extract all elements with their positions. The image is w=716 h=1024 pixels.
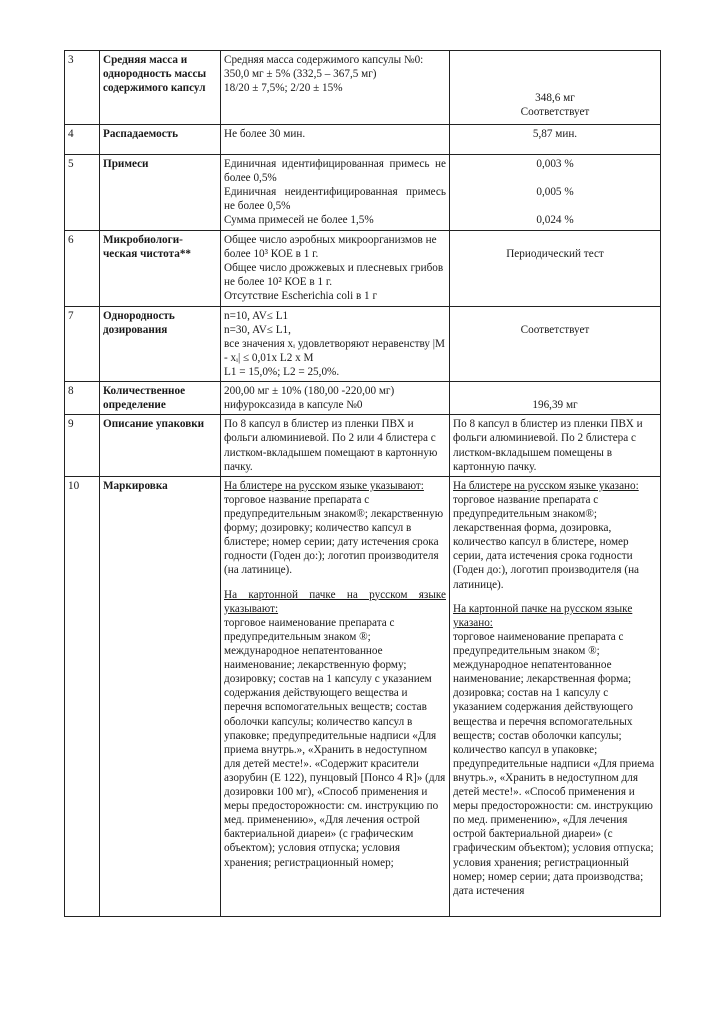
requirement-line: Единичная неидентифицированная примесь не более 0,5% bbox=[224, 186, 446, 213]
carton-text: торговое наименование препарата с предупредительным знаком ®; международное непатентованное наименование; лекарственная форма; дозировка; состав на 1 капсулу с указанием содержания действующего вещества и перечня вспомогательных веществ; состав оболочки капсулы; количество капсул в упаковке; предупредительные надписи «Для приема внутрь.», «Хранить в недоступном для детей месте!». «Способ применения и меры предосторожности: см. инструкцию по мед. применению», «Для лечения острой бактериальной диареи» (с графическим объектом); условия отпуска; условия хранения; регистрационный номер; номер серии; дата производства; дата истечения bbox=[453, 630, 655, 897]
parameter-name: Однородность дозирования bbox=[100, 306, 221, 382]
table-row bbox=[65, 231, 661, 307]
requirement-line: Общее число аэробных микроорганизмов не более 10³ КОЕ в 1 г. bbox=[224, 234, 437, 261]
table-row bbox=[65, 125, 661, 155]
table-row bbox=[65, 382, 661, 415]
parameter-name: Примеси bbox=[100, 155, 221, 231]
blister-label: На блистере на русском языке указано: bbox=[453, 479, 639, 492]
result-value: 196,39 мг bbox=[532, 399, 578, 412]
carton-text: торговое наименование препарата с предупредительным знаком ®; международное непатентованное наименование; лекарственную форму; дозировку; состав на 1 капсулу с указанием содержания действующего вещества и перечня вспомогательных веществ; состав оболочки капсулы; количество капсул в упаковке; предупредительные надписи «Для приема внутрь.», «Хранить в недоступном для детей месте!». «Содержит красители азорубин (Е 122), пунцовый [Понсо 4 R]» (для дозировки 100 мг), «Способ применения и меры предосторожности: см. инструкцию по мед. применению», «Для лечения острой бактериальной диареи» (с графическим объектом); условия отпуска; условия хранения; регистрационный номер; bbox=[224, 616, 446, 869]
row-number: 4 bbox=[65, 125, 100, 155]
requirement-cell bbox=[221, 415, 450, 476]
parameter-name: Средняя масса и однородность массы содержимого капсул bbox=[100, 51, 221, 125]
result-text: По 8 капсул в блистер из пленки ПВХ и фольги алюминиевой. По 2 блистера с листком-вкладышем помещены в картонную пачку. bbox=[453, 418, 643, 473]
result-value: 5,87 мин. bbox=[532, 128, 578, 140]
requirement-cell bbox=[221, 51, 450, 125]
requirement-line: нифуроксазида в капсуле №0 bbox=[224, 399, 363, 412]
result-value: 348,6 мг Соответствует bbox=[520, 92, 590, 119]
result-cell bbox=[450, 382, 661, 415]
requirement-line: Не более 30 мин. bbox=[224, 128, 306, 140]
row-number: 7 bbox=[65, 306, 100, 382]
requirement-cell bbox=[221, 382, 450, 415]
requirement-line: 350,0 мг ± 5% (332,5 – 367,5 мг) bbox=[224, 68, 377, 81]
result-cell bbox=[450, 306, 661, 382]
parameter-name: Распадаемость bbox=[100, 125, 221, 155]
requirement-line: Единичная идентифицированная примесь не более 0,5% bbox=[224, 158, 446, 185]
result-value: 0,005 % bbox=[536, 186, 574, 199]
result-cell bbox=[450, 155, 661, 231]
requirement-cell bbox=[221, 306, 450, 382]
specification-table bbox=[64, 50, 661, 917]
requirement-text: По 8 капсул в блистер из пленки ПВХ и фольги алюминиевой. По 2 или 4 блистера с листком-вкладышем помещают в картонную пачку. bbox=[224, 418, 438, 473]
blister-text: торговое название препарата с предупредительным знаком®; лекарственную форму; дозировку; количество капсул в блистере; номер серии; дату истечения срока годности (Годен до:); логотип производителя (на латинице). bbox=[224, 493, 444, 577]
parameter-name: Описание упаковки bbox=[100, 415, 221, 476]
carton-label: На картонной пачке на русском языке указывают: bbox=[224, 588, 446, 615]
parameter-name: Маркировка bbox=[100, 476, 221, 916]
parameter-name: Количественное определение bbox=[100, 382, 221, 415]
result-cell bbox=[450, 125, 661, 155]
requirement-line: 18/20 ± 7,5%; 2/20 ± 15% bbox=[224, 82, 343, 95]
table-row bbox=[65, 476, 661, 916]
requirement-line: все значения xᵢ удовлетворяют неравенству |M - xᵢ| ≤ 0,01x L2 x M bbox=[224, 337, 445, 364]
table-row bbox=[65, 306, 661, 382]
requirement-cell bbox=[221, 476, 450, 916]
row-number: 10 bbox=[65, 476, 100, 916]
result-value: Соответствует bbox=[520, 323, 590, 336]
table-row bbox=[65, 155, 661, 231]
result-cell bbox=[450, 415, 661, 476]
blister-label: На блистере на русском языке указывают: bbox=[224, 479, 424, 492]
result-value: Периодический тест bbox=[506, 248, 604, 260]
result-cell bbox=[450, 231, 661, 307]
requirement-cell bbox=[221, 125, 450, 155]
parameter-name: Микробиологи-ческая чистота** bbox=[100, 231, 221, 307]
result-cell bbox=[450, 476, 661, 916]
carton-label: На картонной пачке на русском языке указано: bbox=[453, 602, 633, 629]
requirement-line: Средняя масса содержимого капсулы №0: bbox=[224, 54, 424, 66]
requirement-line: Сумма примесей не более 1,5% bbox=[224, 214, 374, 227]
requirement-line: Отсутствие Escherichia coli в 1 г bbox=[224, 290, 378, 303]
table-row bbox=[65, 415, 661, 476]
requirement-line: 200,00 мг ± 10% (180,00 -220,00 мг) bbox=[224, 385, 395, 398]
result-cell bbox=[450, 51, 661, 125]
result-value: 0,003 % bbox=[536, 158, 574, 170]
requirement-line: L1 = 15,0%; L2 = 25,0%. bbox=[224, 365, 340, 378]
row-number: 3 bbox=[65, 51, 100, 125]
result-value: 0,024 % bbox=[536, 214, 574, 227]
requirement-cell bbox=[221, 231, 450, 307]
row-number: 9 bbox=[65, 415, 100, 476]
blister-text: торговое название препарата с предупредительным знаком®; лекарственная форма, дозировка, количество капсул в блистере, номер серии, дата истечения срока годности (Годен до:), логотип производителя (на латинице). bbox=[453, 493, 640, 591]
requirement-line: n=10, AV≤ L1 bbox=[224, 309, 289, 322]
requirement-cell bbox=[221, 155, 450, 231]
requirement-line: Общее число дрожжевых и плесневых грибов не более 10² КОЕ в 1 г. bbox=[224, 262, 444, 289]
row-number: 5 bbox=[65, 155, 100, 231]
row-number: 6 bbox=[65, 231, 100, 307]
row-number: 8 bbox=[65, 382, 100, 415]
table-row bbox=[65, 51, 661, 125]
requirement-line: n=30, AV≤ L1, bbox=[224, 323, 291, 336]
